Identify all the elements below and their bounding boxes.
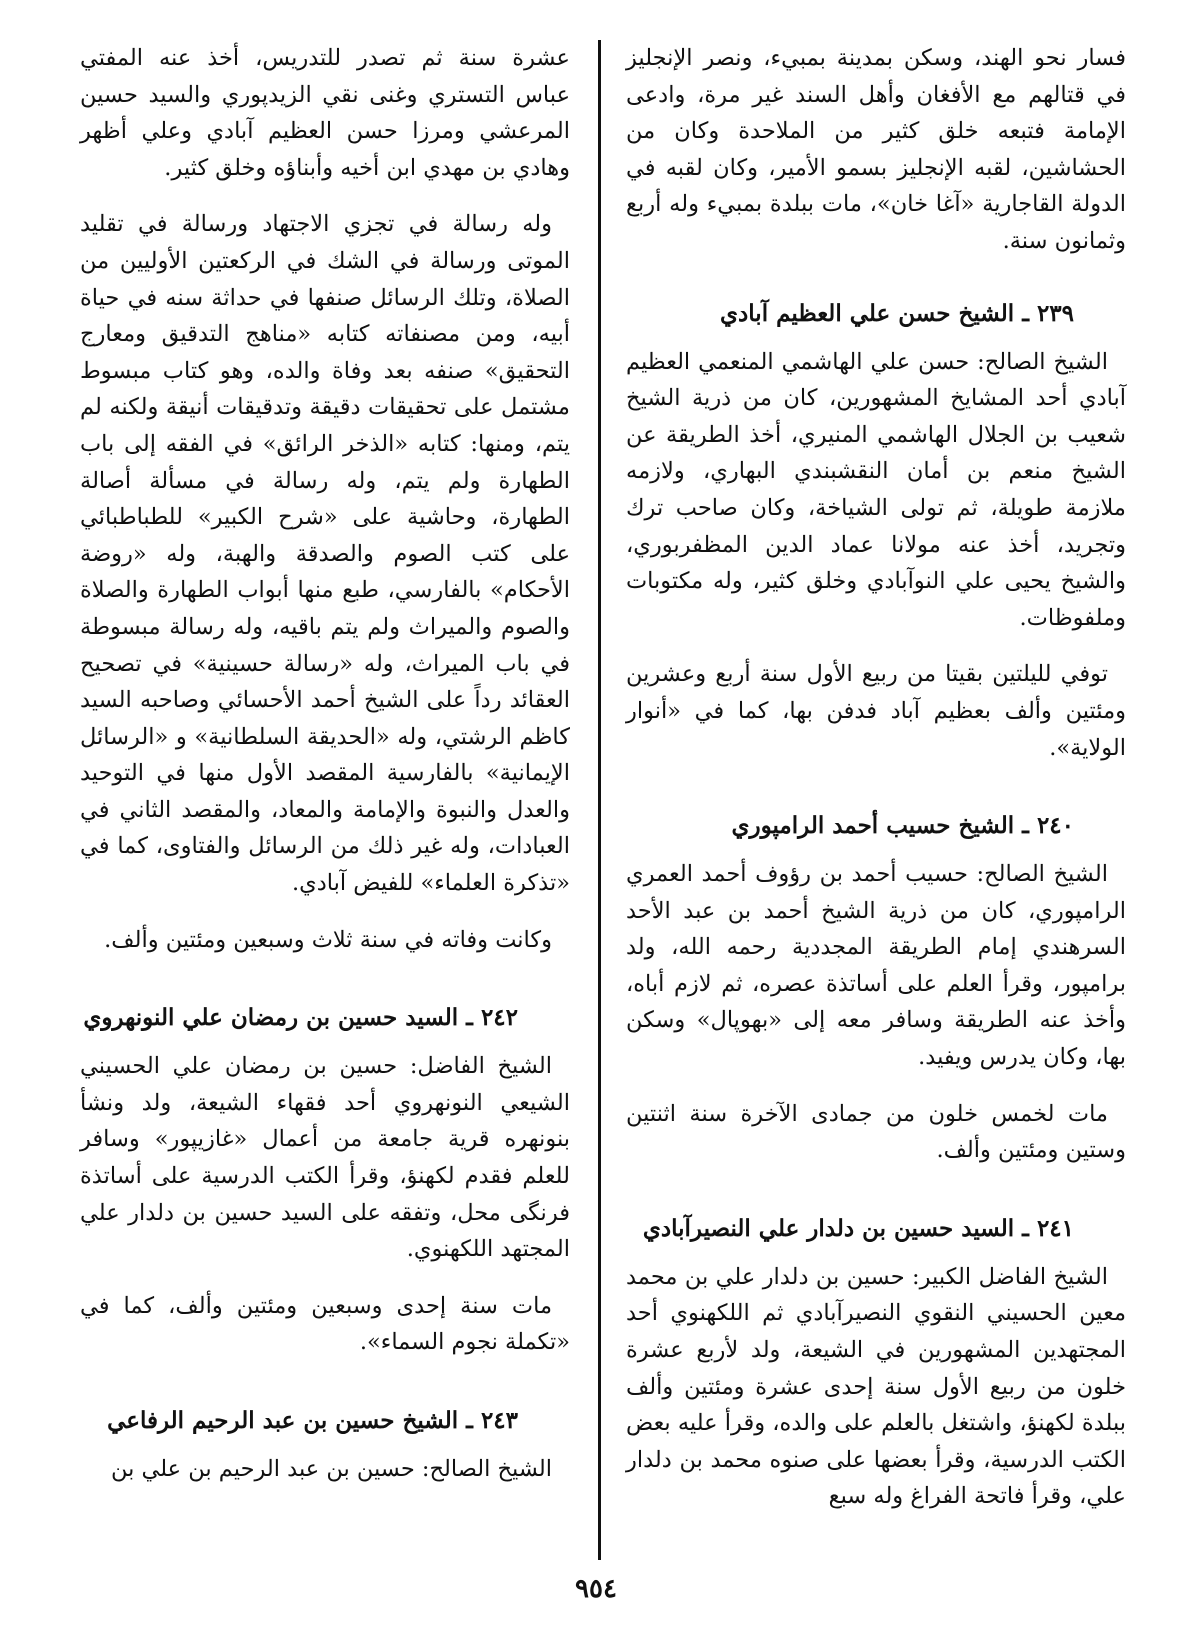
entry-heading-243: ٢٤٣ ـ الشيخ حسين بن عبد الرحيم الرفاعي — [107, 1407, 518, 1434]
entry-239-paragraph-2: توفي لليلتين بقيتا من ربيع الأول سنة أربع وعشرين ومئتين وألف بعظيم آباد فدفن بها، كما في «أنوار الولاية». — [626, 661, 1126, 761]
death-paragraph: وكانت وفاته في سنة ثلاث وسبعين ومئتين وألف. — [104, 926, 552, 953]
entry-240-paragraph-2: مات لخمس خلون من جمادى الآخرة سنة اثنتين وستين ومئتين وألف. — [626, 1100, 1126, 1164]
column-divider — [598, 40, 601, 1560]
left-column — [80, 40, 570, 1508]
entry-heading-242: ٢٤٢ ـ السيد حسين بن رمضان علي النونهروي — [83, 1004, 518, 1032]
right-column — [626, 40, 1126, 1535]
entry-240-paragraph-1: الشيخ الصالح: حسيب أحمد بن رؤوف أحمد العمري الرامپوري، كان من ذرية الشيخ أحمد بن عبد الأحد السرهندي إمام الطريقة المجددية رحمه الله، ولد برامپور، وقرأ العلم على أساتذة عصره، ثم لازم أباه، وأخذ عنه الطريقة وسافر معه إلى «بهوپال» وسكن بها، وكان يدرس ويفيد. — [626, 861, 1126, 1071]
entry-heading-239: ٢٣٩ ـ الشيخ حسن علي العظيم آبادي — [720, 299, 1074, 327]
works-paragraph: وله رسالة في تجزي الاجتهاد ورسالة في تقليد الموتى ورسالة في الشك في الركعتين الأوليين من الصلاة، وتلك الرسائل صنفها في حداثة سنه في حياة أبيه، ومن مصنفاته كتابه «مناهج التدقيق ومعارج التحقيق» صنفه بعد وفاة والده، وهو كتاب مبسوط مشتمل على تحقيقات دقيقة وتدقيقات أنيقة ولكنه لم يتم، ومنها: كتابه «الذخر الرائق» في الفقه إلى باب الطهارة ولم يتم، وله رسالة في مسألة أصالة الطهارة، وحاشية على «شرح الكبير» للطباطبائي على كتب الصوم والصدقة والهبة، وله «روضة الأحكام» بالفارسي، طبع منها أبواب الطهارة والصلاة والصوم والميراث ولم يتم باقيه، وله رسالة مبسوطة في باب الميراث، وله «رسالة حسينية» في تصحيح العقائد رداً على الشيخ أحمد الأحسائي وصاحبه السيد كاظم الرشتي، وله «الحديقة السلطانية» و «الرسائل الإيمانية» بالفارسية المقصد الأول منها في التوحيد والعدل والنبوة والإمامة والمعاد، والمقصد الثاني في العبادات، وله غير ذلك من الرسائل والفتاوى، كما في «تذكرة العلماء» للفيض آبادي. — [80, 211, 570, 897]
page-number: ٩٥٤ — [575, 1574, 617, 1604]
entry-heading-240: ٢٤٠ ـ الشيخ حسيب أحمد الرامپوري — [731, 812, 1074, 840]
entry-241-paragraph-1: الشيخ الفاضل الكبير: حسين بن دلدار علي بن محمد معين الحسيني النقوي النصيرآبادي ثم اللكهنوي أحد المجتهدين المشهورين في الشيعة، ولد لأربع عشرة خلون من ربيع الأول سنة إحدى عشرة ومئتين وألف ببلدة لكهنؤ، واشتغل بالعلم على والده، وقرأ عليه بعض الكتب الدرسية، وقرأ بعضها على صنوه محمد بن دلدار علي، وقرأ فاتحة الفراغ وله سبع — [626, 1263, 1126, 1510]
continued-paragraph: عشرة سنة ثم تصدر للتدريس، أخذ عنه المفتي عباس التستري وغنى نقي الزيدپوري والسيد حسين المرعشي ومرزا حسن العظيم آبادي وعلي أظهر وهادي بن مهدي ابن أخيه وأبناؤه وخلق كثير. — [80, 45, 570, 181]
entry-242-paragraph-1: الشيخ الفاضل: حسين بن رمضان علي الحسيني الشيعي النونهروي أحد فقهاء الشيعة، ولد ونشأ بنونهره قرية جامعة من أعمال «غازيپور» وسافر للعلم فقدم لكهنؤ، وقرأ الكتب الدرسية على أساتذة فرنگی محل، وتفقه على السيد حسين بن دلدار علي المجتهد اللكهنوي. — [80, 1053, 570, 1263]
entry-239-paragraph-1: الشيخ الصالح: حسن علي الهاشمي المنعمي العظيم آبادي أحد المشايخ المشهورين، كان من ذرية الشيخ شعيب بن الجلال الهاشمي المنيري، أخذ الطريقة عن الشيخ منعم بن أمان النقشبندي البهاري، ولازمه ملازمة طويلة، ثم تولى الشياخة، وكان صاحب ترك وتجريد، أخذ عنه مولانا عماد الدين المظفربوري، والشيخ يحيى علي النوآبادي وخلق كثير، وله مكتوبات وملفوظات. — [626, 348, 1126, 631]
entry-heading-241: ٢٤١ ـ السيد حسين بن دلدار علي النصيرآبادي — [642, 1214, 1074, 1242]
entry-242-paragraph-2: مات سنة إحدى وسبعين ومئتين وألف، كما في «تكملة نجوم السماء». — [80, 1292, 570, 1356]
entry-243-paragraph-1: الشيخ الصالح: حسين بن عبد الرحيم بن علي بن — [110, 1456, 552, 1482]
continued-paragraph: فسار نحو الهند، وسكن بمدينة بمبيء، ونصر الإنجليز في قتالهم مع الأفغان وأهل السند غير مرة، وادعى الإمامة فتبعه خلق كثير من الملاحدة وكان من الحشاشين، لقبه الإنجليز بسمو الأمير، وكان لقبه في الدولة القاجارية «آغا خان»، مات ببلدة بمبيء وله أربع وثمانون سنة. — [626, 45, 1126, 254]
